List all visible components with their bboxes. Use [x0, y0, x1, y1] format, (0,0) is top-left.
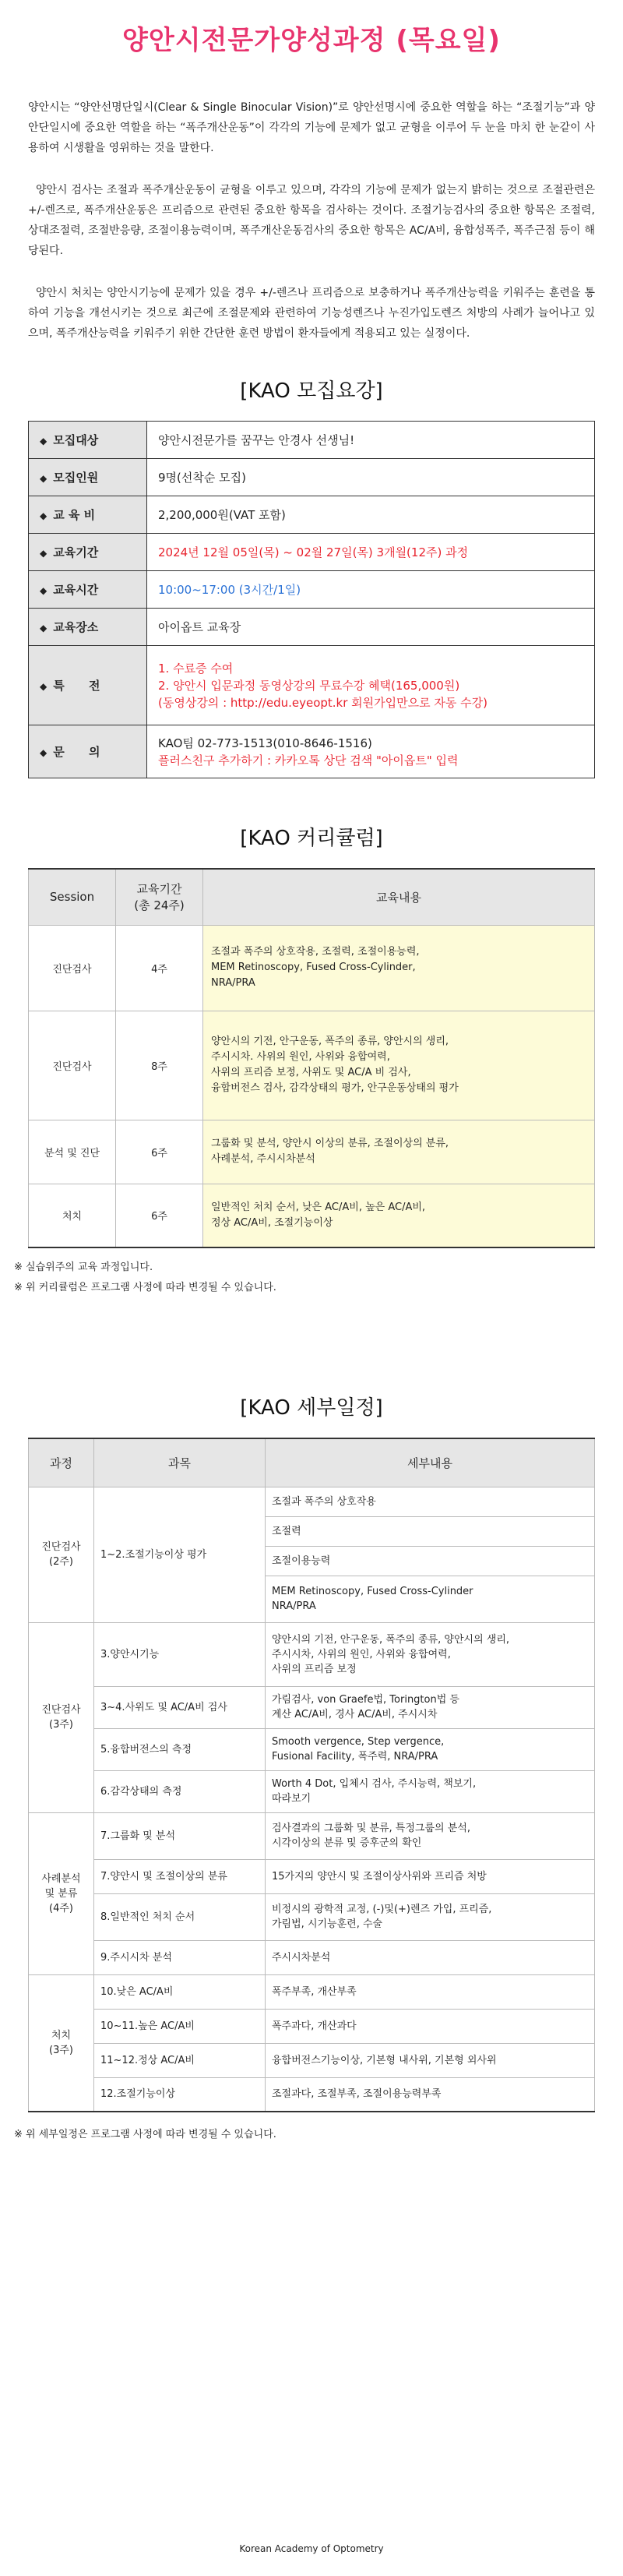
subject-cell: 8.일반적인 처치 순서 [94, 1893, 266, 1940]
detail-cell: Worth 4 Dot, 입체시 검사, 주시능력, 책보기, 따라보기 [266, 1770, 595, 1812]
column-header: Session [29, 869, 116, 925]
process-cell: 처치 (3주) [29, 1974, 94, 2112]
recruit-row-time [29, 571, 595, 609]
detail-cell: 조절과 폭주의 상호작용 [266, 1487, 595, 1516]
recruit-row-period [29, 534, 595, 571]
table-row [29, 1940, 595, 1974]
diamond-bullet-icon: ◆ [40, 473, 48, 484]
table-row [29, 1120, 595, 1184]
detail-cell: 주시시차분석 [266, 1940, 595, 1974]
column-header: 교육내용 [203, 869, 595, 925]
period-cell: 4주 [116, 925, 203, 1011]
detail-cell: MEM Retinoscopy, Fused Cross-Cylinder NRA/PRA [266, 1576, 595, 1622]
detail-cell: 폭주부족, 개산부족 [266, 1974, 595, 2009]
diamond-bullet-icon: ◆ [40, 623, 48, 633]
table-row [29, 1686, 595, 1728]
recruit-heading: [KAO 모집요강] [240, 379, 383, 403]
recruit-row-capacity [29, 459, 595, 496]
period-cell: 8주 [116, 1011, 203, 1120]
column-header: 세부내용 [266, 1438, 595, 1487]
detail-cell: 가림검사, von Graefe법, Torington법 등 계산 AC/A비, 경사 AC/A비, 주시시차 [266, 1686, 595, 1728]
diamond-bullet-icon: ◆ [40, 747, 48, 758]
session-cell: 진단검사 [29, 925, 116, 1011]
diamond-bullet-icon: ◆ [40, 585, 48, 596]
table-row [29, 1859, 595, 1893]
detail-cell: 폭주과다, 개산과다 [266, 2009, 595, 2043]
recruit-value: 2,200,000원(VAT 포함) [147, 496, 595, 534]
intro-text [0, 97, 623, 344]
benefit-line: 1. 수료증 수여 [158, 661, 234, 676]
recruit-label: 교육시간 [53, 583, 99, 597]
detail-cell: 검사결과의 그룹화 및 분류, 특정그룹의 분석, 시각이상의 분류 및 증후군의 확인 [266, 1812, 595, 1859]
recruit-label: 교육기간 [53, 545, 99, 559]
process-cell: 진단검사 (3주) [29, 1622, 94, 1812]
table-row [29, 1812, 595, 1859]
table-row [29, 1728, 595, 1770]
table-row [29, 1011, 595, 1120]
period-cell: 6주 [116, 1120, 203, 1184]
process-cell: 진단검사 (2주) [29, 1487, 94, 1622]
detail-cell: Smooth vergence, Step vergence, Fusional Facility, 폭주력, NRA/PRA [266, 1728, 595, 1770]
diamond-bullet-icon: ◆ [40, 681, 48, 692]
intro-paragraph-3: 양안시 처치는 양안시기능에 문제가 있을 경우 +/-렌즈나 프리즘으로 보충하거나 폭주개산능력을 키워주는 훈련을 통하여 기능을 개선시키는 것으로 최근에 조절문제와 관련하여 기능성렌즈나 누진가입도렌즈 처방의 사례가 늘어나고 있으며, 폭주개산능력을 키워주기 위한 간단한 훈련 방법이 환자들에게 적용되고 있는 실정이다. [28, 287, 595, 340]
subject-cell: 7.그룹화 및 분석 [94, 1812, 266, 1859]
period-cell: 6주 [116, 1184, 203, 1247]
intro-paragraph-1: 양안시는 “양안선명단일시(Clear & Single Binocular Vision)”로 양안선명시에 중요한 역할을 하는 “조절기능”과 양안단일시에 중요한 역할을 하는 “폭주개산운동”이 각각의 기능에 문제가 없고 균형을 이루어 두 눈을 마치 한 눈같이 사용하여 시생활을 영위하는 것을 말한다. [28, 101, 595, 154]
subject-cell: 10~11.높은 AC/A비 [94, 2009, 266, 2043]
detail-cell: 융합버전스기능이상, 기본형 내사위, 기본형 외사위 [266, 2043, 595, 2077]
page-title: 양안시전문가양성과정 (목요일) [122, 25, 501, 56]
recruit-row-contact [29, 725, 595, 778]
recruit-value: 9명(선착순 모집) [147, 459, 595, 496]
table-row [29, 1487, 595, 1516]
subject-cell: 3.양안시기능 [94, 1622, 266, 1686]
schedule-heading: [KAO 세부일정] [240, 1396, 383, 1420]
session-cell: 처치 [29, 1184, 116, 1247]
schedule-note: ※ 위 세부일정은 프로그램 사정에 따라 변경될 수 있습니다. [14, 2129, 276, 2140]
table-row [29, 1974, 595, 2009]
recruit-value: 양안시전문가를 꿈꾸는 안경사 선생님! [147, 422, 595, 459]
subject-cell: 9.주시시차 분석 [94, 1940, 266, 1974]
recruit-value: 2024년 12월 05일(목) ~ 02월 27일(목) 3개월(12주) 과정 [147, 534, 595, 571]
contact-phone: KAO팀 02-773-1513(010-8646-1516) [158, 736, 372, 750]
curriculum-notes [14, 1258, 623, 1298]
recruit-label: 모집대상 [53, 433, 99, 447]
column-header: 과정 [29, 1438, 94, 1487]
column-header: 과목 [94, 1438, 266, 1487]
subject-cell: 7.양안시 및 조절이상의 분류 [94, 1859, 266, 1893]
detail-cell: 15가지의 양안시 및 조절이상사위와 프리즘 처방 [266, 1859, 595, 1893]
subject-cell: 6.감각상태의 측정 [94, 1770, 266, 1812]
table-row [29, 2009, 595, 2043]
schedule-header-row [29, 1438, 595, 1487]
diamond-bullet-icon: ◆ [40, 548, 48, 559]
content-cell: 양안시의 기전, 안구운동, 폭주의 종류, 양안시의 생리, 주시시차. 사위의 원인, 사위와 융합여력, 사위의 프리즘 보정, 사위도 및 AC/A 비 검사, 융합버전스 검사, 감각상태의 평가, 안구운동상태의 평가 [203, 1011, 595, 1120]
schedule-table [28, 1438, 595, 2112]
recruit-value: 아이옵트 교육장 [147, 609, 595, 646]
recruit-label: 특 전 [53, 679, 100, 693]
contact-kakao: 플러스친구 추가하기 : 카카오톡 상단 검색 "아이옵트" 입력 [158, 753, 459, 768]
table-row [29, 1770, 595, 1812]
session-cell: 분석 및 진단 [29, 1120, 116, 1184]
benefit-line: 2. 양안시 입문과정 동영상강의 무료수강 혜택(165,000원) [158, 678, 460, 693]
table-row [29, 925, 595, 1011]
session-cell: 진단검사 [29, 1011, 116, 1120]
detail-cell: 조절이용능력 [266, 1546, 595, 1576]
recruit-table [28, 421, 595, 778]
recruit-label: 교육장소 [53, 620, 99, 634]
intro-paragraph-2: 양안시 검사는 조절과 폭주개산운동이 균형을 이루고 있으며, 각각의 기능에 문제가 없는지 밝히는 것으로 조절관련은 +/-렌즈로, 폭주개산운동은 프리즘으로 관련된 중요한 항목을 검사하는 것이다. 조절기능검사의 중요한 항목은 조절력, 상대조절력, 조절반응량, 조절이용능력이며, 폭주개산운동검사의 중요한 항목은 AC/A비, 융합성폭주, 폭주근점 등이 해당된다. [28, 184, 595, 257]
diamond-bullet-icon: ◆ [40, 436, 48, 446]
footer-text: Korean Academy of Optometry [239, 2543, 384, 2554]
detail-cell: 조절력 [266, 1516, 595, 1546]
recruit-label: 모집인원 [53, 471, 99, 485]
subject-cell: 12.조절기능이상 [94, 2077, 266, 2112]
recruit-row-benefit [29, 646, 595, 725]
process-cell: 사례분석 및 분류 (4주) [29, 1812, 94, 1974]
recruit-label: 문 의 [53, 745, 100, 759]
table-row [29, 1893, 595, 1940]
recruit-row-target [29, 422, 595, 459]
detail-cell: 비정시의 광학적 교정, (-)및(+)렌즈 가입, 프리즘, 가림법, 시기능훈련, 수술 [266, 1893, 595, 1940]
note-line: ※ 실습위주의 교육 과정입니다. [14, 1262, 153, 1273]
table-row [29, 1622, 595, 1686]
note-line: ※ 위 커리큘럼은 프로그램 사정에 따라 변경될 수 있습니다. [14, 1282, 276, 1293]
detail-cell: 양안시의 기전, 안구운동, 폭주의 종류, 양안시의 생리, 주시시차, 사위의 원인, 사위와 융합여력, 사위의 프리즘 보정 [266, 1622, 595, 1686]
recruit-value: 10:00~17:00 (3시간/1일) [147, 571, 595, 609]
table-row [29, 2077, 595, 2112]
curriculum-heading: [KAO 커리큘럼] [240, 827, 383, 850]
content-cell: 조절과 폭주의 상호작용, 조절력, 조절이용능력, MEM Retinoscopy, Fused Cross-Cylinder, NRA/PRA [203, 925, 595, 1011]
content-cell: 일반적인 처치 순서, 낮은 AC/A비, 높은 AC/A비, 정상 AC/A비, 조절기능이상 [203, 1184, 595, 1247]
subject-cell: 5.융합버전스의 측정 [94, 1728, 266, 1770]
recruit-value [147, 646, 595, 725]
column-header: 교육기간 (총 24주) [116, 869, 203, 925]
subject-cell: 3~4.사위도 및 AC/A비 검사 [94, 1686, 266, 1728]
recruit-label: 교 육 비 [53, 508, 96, 522]
curriculum-header-row [29, 869, 595, 925]
content-cell: 그룹화 및 분석, 양안시 이상의 분류, 조절이상의 분류, 사례분석, 주시시차분석 [203, 1120, 595, 1184]
detail-cell: 조절과다, 조절부족, 조절이용능력부족 [266, 2077, 595, 2112]
table-row [29, 1184, 595, 1247]
subject-cell: 11~12.정상 AC/A비 [94, 2043, 266, 2077]
table-row [29, 2043, 595, 2077]
recruit-row-place [29, 609, 595, 646]
curriculum-table [28, 868, 595, 1248]
recruit-value [147, 725, 595, 778]
subject-cell: 1~2.조절기능이상 평가 [94, 1487, 266, 1622]
recruit-row-fee [29, 496, 595, 534]
diamond-bullet-icon: ◆ [40, 510, 48, 521]
subject-cell: 10.낮은 AC/A비 [94, 1974, 266, 2009]
benefit-link[interactable]: (동영상강의 : http://edu.eyeopt.kr 회원가입만으로 자동 수강) [158, 695, 487, 710]
